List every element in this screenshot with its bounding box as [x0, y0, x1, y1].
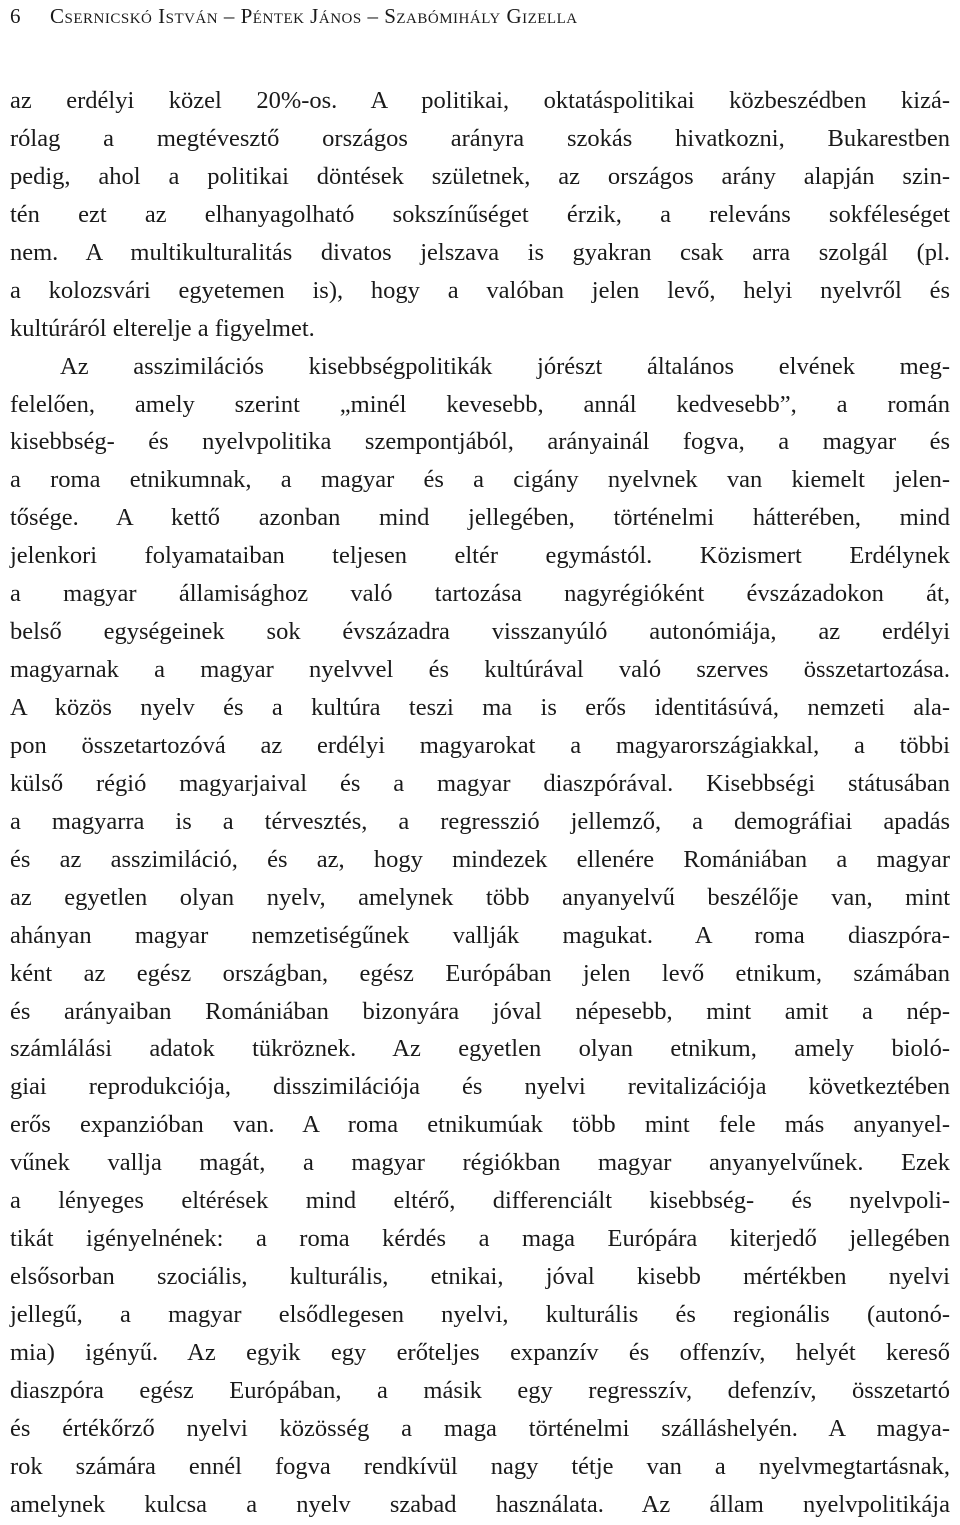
text-line: a magyar államisághoz való tartozása nagyrégióként évszázadokon át, [10, 580, 950, 608]
text-line: magyarnak a magyar nyelvvel és kultúrával való szerves összetartozása. [10, 656, 950, 684]
text-line: a lényeges eltérések mind eltérő, differenciált kisebbség- és nyelvpoli- [10, 1187, 950, 1215]
text-line: kisebbség- és nyelvpolitika szempontjából, arányainál fogva, a magyar és [10, 428, 950, 456]
text-line: rólag a megtévesztő országos arányra szokás hivatkozni, Bukarestben [10, 124, 950, 152]
text-line: belső egységeinek sok évszázadra visszanyúló autonómiája, az erdélyi [10, 618, 950, 646]
body-text [10, 82, 950, 1524]
text-line: elsősorban szociális, kulturális, etnikai, jóval kisebb mértékben nyelvi [10, 1263, 950, 1291]
text-line: nem. A multikulturalitás divatos jelszava is gyakran csak arra szolgál (pl. [10, 238, 950, 266]
text-line: a roma etnikumnak, a magyar és a cigány nyelvnek van kiemelt jelen- [10, 466, 950, 494]
text-line: az erdélyi közel 20%-os. A politikai, oktatáspolitikai közbeszédben kizá- [10, 87, 950, 114]
text-line: és arányaiban Romániában bizonyára jóval népesebb, mint amit a nép- [10, 997, 950, 1025]
text-line: jellegű, a magyar elsődlegesen nyelvi, kulturális és regionális (autonó- [10, 1301, 950, 1328]
text-line: ahányan magyar nemzetiségűnek vallják magukat. A roma diaszpóra- [10, 921, 950, 949]
text-line: pon összetartozóvá az erdélyi magyarokat a magyarországiakkal, a többi [10, 731, 950, 759]
text-line: giai reprodukciója, disszimilációja és nyelvi revitalizációja következtében [10, 1073, 950, 1101]
text-line: ként az egész országban, egész Európában jelen levő etnikum, számában [10, 959, 950, 987]
text-line: felelően, amely szerint „minél kevesebb, annál kedvesebb”, a román [10, 390, 950, 418]
text-line: Az asszimilációs kisebbségpolitikák jórészt általános elvének meg- [60, 352, 950, 380]
text-line: jelenkori folyamataiban teljesen eltér egymástól. Közismert Erdélynek [10, 542, 950, 570]
text-line: A közös nyelv és a kultúra teszi ma is erős identitásúvá, nemzeti ala- [10, 694, 950, 721]
text-line: a kolozsvári egyetemen is), hogy a valóban jelen levő, helyi nyelvről és [10, 276, 950, 304]
text-line: az egyetlen olyan nyelv, amelynek több anyanyelvű beszélője van, mint [10, 883, 950, 911]
text-line: és az asszimiláció, és az, hogy mindezek ellenére Romániában a magyar [10, 845, 950, 873]
text-line: pedig, ahol a politikai döntések születnek, az országos arány alapján szin- [10, 162, 950, 190]
running-head [10, 4, 950, 28]
text-line: tősége. A kettő azonban mind jellegében, történelmi hátterében, mind [10, 504, 950, 532]
text-line: tén ezt az elhanyagolható sokszínűséget érzik, a releváns sokféleséget [10, 200, 950, 228]
text-line: számlálási adatok tükröznek. Az egyetlen olyan etnikum, amely bioló- [10, 1035, 950, 1063]
text-line: és értékőrző nyelvi közösség a maga történelmi szálláshelyén. A magya- [10, 1414, 950, 1442]
page-number: 6 [10, 4, 21, 28]
text-line: rok számára ennél fogva rendkívül nagy tétje van a nyelvmegtartásnak, [10, 1452, 950, 1480]
text-line: tikát igényelnének: a roma kérdés a maga Európára kiterjedő jellegében [10, 1225, 950, 1253]
text-line: külső régió magyarjaival és a magyar diaszpórával. Kisebbségi státusában [10, 769, 950, 797]
running-head-authors: Csernicskó István – Péntek János – Szabómihály Gizella [50, 4, 578, 28]
text-line: vűnek vallja magát, a magyar régiókban magyar anyanyelvűnek. Ezek [10, 1149, 950, 1177]
text-line: a magyarra is a térvesztés, a regresszió jellemző, a demográfiai apadás [10, 807, 950, 835]
text-line: mia) igényű. Az egyik egy erőteljes expanzív és offenzív, helyét kereső [10, 1338, 950, 1366]
text-line: erős expanzióban van. A roma etnikumúak több mint fele más anyanyel- [10, 1111, 950, 1139]
text-line: kultúráról elterelje a figyelmet. [10, 314, 315, 342]
text-line: amelynek kulcsa a nyelv szabad használata. Az állam nyelvpolitikája [10, 1490, 950, 1518]
text-line: diaszpóra egész Európában, a másik egy regresszív, defenzív, összetartó [10, 1376, 950, 1404]
